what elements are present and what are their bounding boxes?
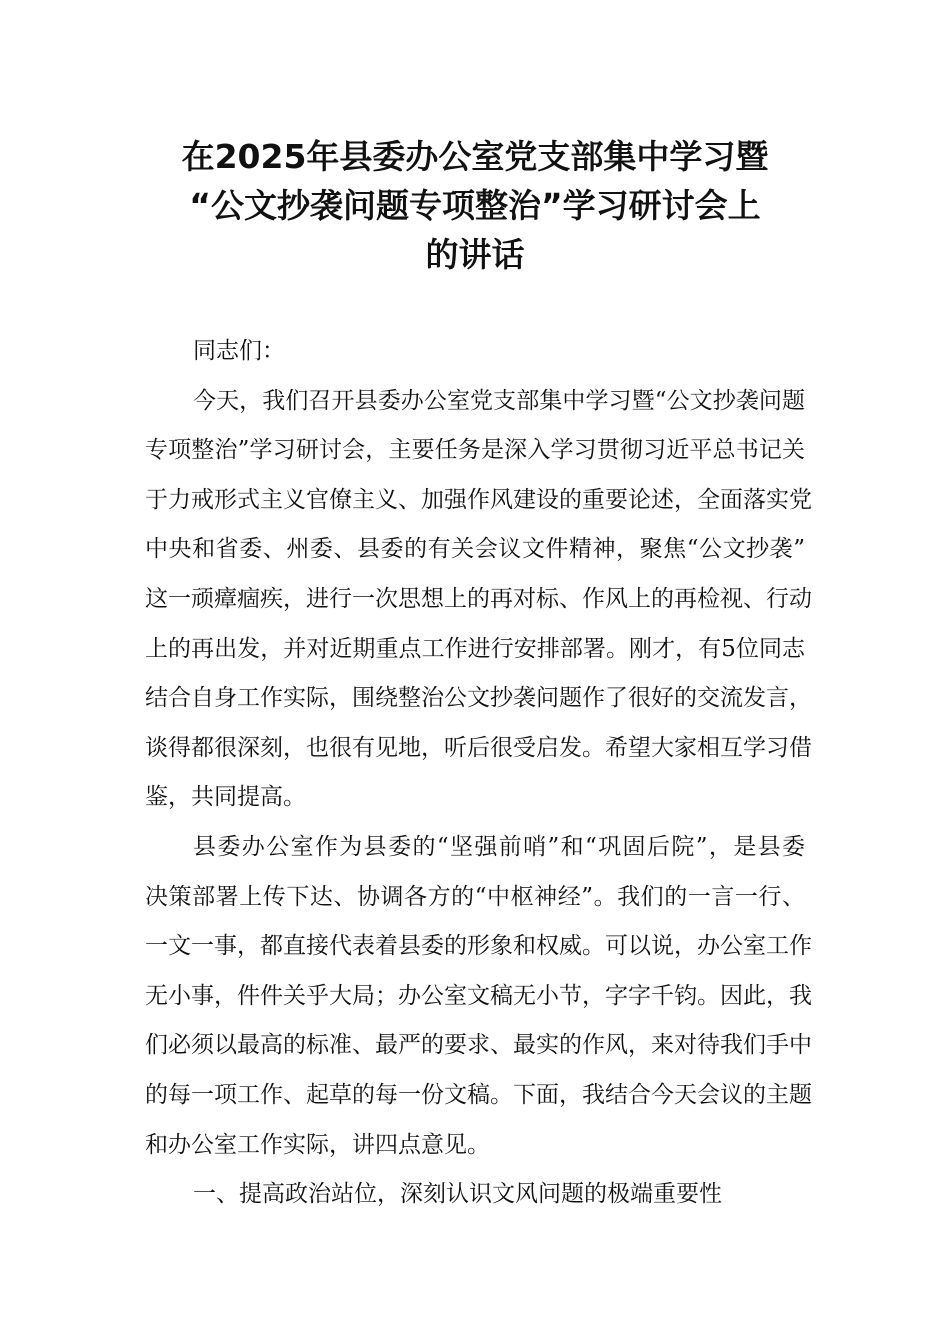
section-heading: 一、提高政治站位，深刻认识文风问题的极端重要性 [193, 1181, 722, 1208]
document-body [145, 327, 812, 1220]
text-line: 的每一项工作、起草的每一份文稿。下面，我结合今天会议的主题 [145, 1081, 812, 1108]
text-line: 鉴，共同提高。 [145, 784, 306, 811]
text-line: 无小事，件件关乎大局；办公室文稿无小节，字字千钧。因此，我 [145, 982, 812, 1009]
paragraph-2 [145, 823, 812, 1170]
text-line: 一文一事，都直接代表着县委的形象和权威。可以说，办公室工作 [145, 933, 812, 960]
document-title [100, 132, 850, 279]
text-line: 今天，我们召开县委办公室党支部集中学习暨“公文抄袭问题 [193, 387, 805, 414]
text-line: 谈得都很深刻，也很有见地，听后很受启发。希望大家相互学习借 [145, 734, 812, 761]
text-line: 决策部署上传下达、协调各方的“中枢神经”。我们的一言一行、 [145, 883, 805, 910]
title-line: 的讲话 [425, 235, 525, 274]
text-line: 这一顽瘴痼疾，进行一次思想上的再对标、作风上的再检视、行动 [145, 585, 812, 612]
salutation: 同志们： [193, 338, 285, 364]
paragraph-1 [145, 377, 812, 823]
text-line: 和办公室工作实际，讲四点意见。 [145, 1131, 490, 1158]
title-line: “公文抄袭问题专项整治”学习研讨会上 [189, 186, 761, 225]
text-line: 们必须以最高的标准、最严的要求、最实的作风，来对待我们手中 [145, 1032, 812, 1059]
text-line: 中央和省委、州委、县委的有关会议文件精神，聚焦“公文抄袭” [145, 536, 805, 563]
text-line: 上的再出发，并对近期重点工作进行安排部署。刚才，有5位同志 [145, 635, 805, 662]
text-line: 县委办公室作为县委的“坚强前哨”和“巩固后院”，是县委 [193, 833, 805, 860]
title-line: 在2025年县委办公室党支部集中学习暨 [181, 137, 769, 176]
text-line: 专项整治”学习研讨会，主要任务是深入学习贯彻习近平总书记关 [145, 437, 805, 464]
text-line: 结合自身工作实际，围绕整治公文抄袭问题作了很好的交流发言， [145, 685, 812, 712]
text-line: 于力戒形式主义官僚主义、加强作风建设的重要论述，全面落实党 [145, 486, 812, 513]
